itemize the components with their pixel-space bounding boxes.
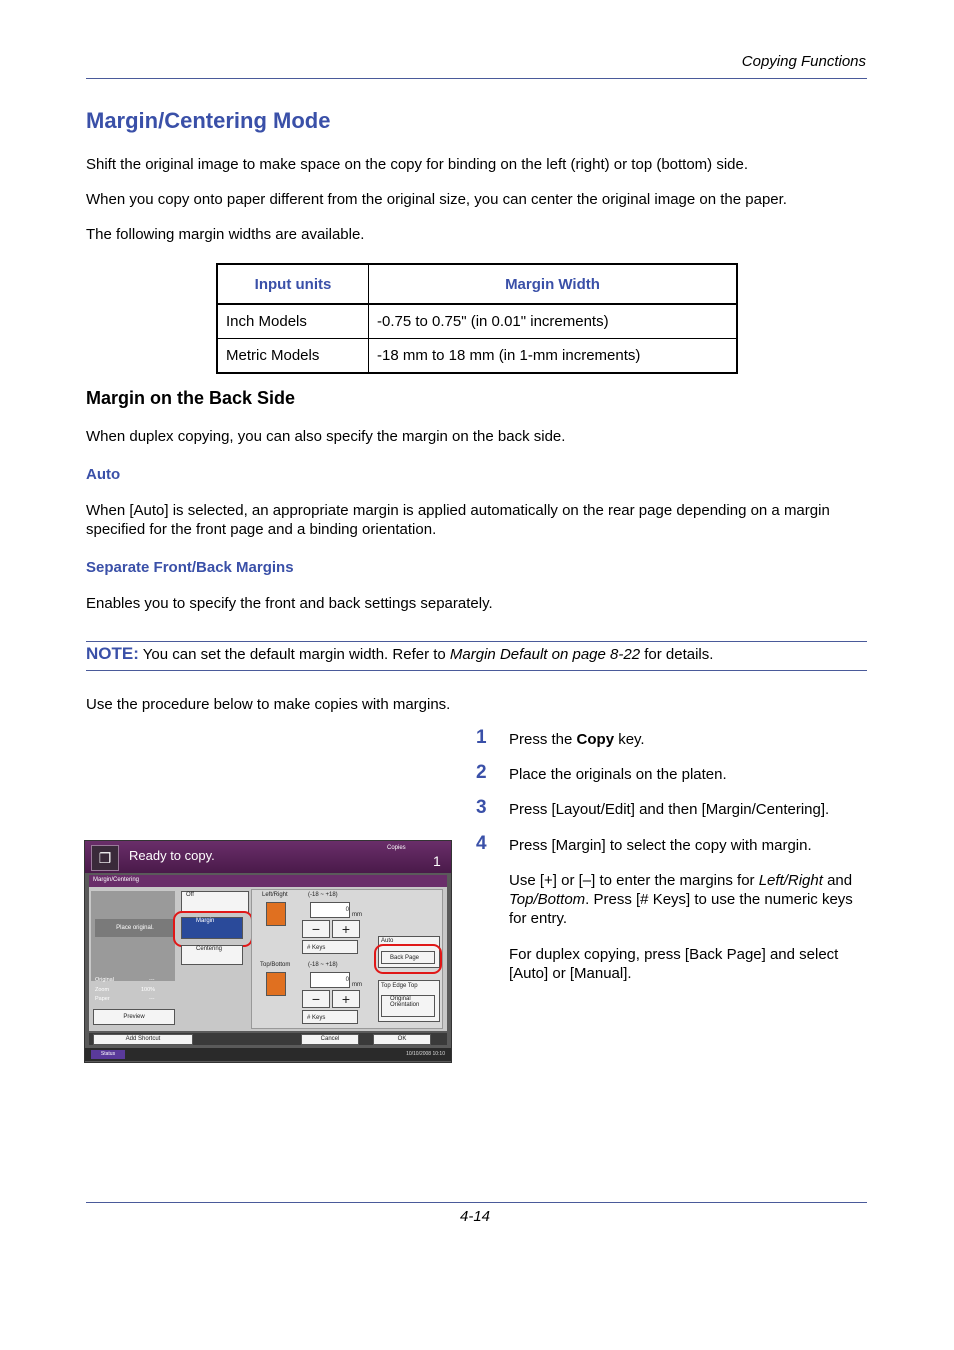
status-button[interactable]: Status — [91, 1050, 125, 1059]
orientation-value: Top Edge Top — [381, 983, 418, 989]
screen-body — [89, 887, 447, 1031]
step-text: Press the Copy key. — [509, 731, 645, 748]
step-number: 3 — [476, 797, 487, 818]
note-text-after: for details. — [640, 646, 714, 663]
step4-paragraph-1: Use [+] or [–] to enter the margins for Left/Right and Top/Bottom. Press [# Keys] to use the numeric keys for entry. — [509, 872, 853, 927]
page-title: Margin/Centering Mode — [86, 108, 331, 133]
page-number: 4-14 — [460, 1208, 491, 1225]
left-right-plus-button[interactable]: + — [332, 920, 360, 938]
copy-key-label: Copy — [576, 731, 615, 748]
left-right-range: (-18 ~ +18) — [308, 892, 338, 898]
section-header: Copying Functions — [741, 53, 866, 70]
off-button[interactable]: Off — [181, 891, 249, 913]
preview-button[interactable]: Preview — [93, 1009, 175, 1025]
screen-subtitle: Margin/Centering — [93, 877, 140, 883]
step-text: Press [Margin] to select the copy with margin. — [509, 837, 812, 854]
copies-label: Copies — [387, 845, 406, 851]
table-header-input-units: Input units — [217, 264, 369, 304]
top-bottom-margin-icon — [266, 972, 286, 996]
auto-text: When [Auto] is selected, an appropriate margin is applied automatically on the rear page depending on a margin specified for the front page and a binding orientation. — [86, 502, 830, 538]
procedure-intro: Use the procedure below to make copies with margins. — [86, 696, 451, 713]
note-label: NOTE: — [86, 644, 139, 663]
copies-count: 1 — [433, 853, 441, 869]
step4-paragraph-2: For duplex copying, press [Back Page] and select [Auto] or [Manual]. — [509, 946, 839, 982]
top-bottom-unit: mm — [352, 982, 362, 988]
margin-highlight-ring — [173, 911, 253, 947]
top-bottom-range: (-18 ~ +18) — [308, 962, 338, 968]
add-shortcut-button[interactable]: Add Shortcut — [93, 1034, 193, 1045]
note-top-rule — [86, 641, 867, 642]
step-text: Place the originals on the platen. — [509, 766, 727, 783]
table-row — [217, 304, 737, 339]
step-text: Press [Layout/Edit] and then [Margin/Centering]. — [509, 801, 830, 818]
top-bottom-plus-button[interactable]: + — [332, 990, 360, 1008]
screen-footer — [85, 1048, 451, 1061]
original-label: Original — [95, 977, 114, 983]
screen-subtitle-bar — [89, 875, 447, 887]
separate-heading: Separate Front/Back Margins — [86, 559, 294, 576]
header-rule — [86, 78, 867, 79]
paper-label: Paper — [95, 996, 110, 1002]
footer-rule — [86, 1202, 867, 1203]
left-right-label: Left/Right — [262, 892, 288, 898]
top-bottom-value[interactable]: 0 — [310, 972, 350, 988]
left-right-unit: mm — [352, 912, 362, 918]
separate-text: Enables you to specify the front and back settings separately. — [86, 595, 493, 612]
table-row — [217, 339, 737, 374]
note — [86, 644, 713, 664]
copy-icon: ❐ — [91, 845, 119, 871]
back-side-heading: Margin on the Back Side — [86, 388, 296, 408]
top-bottom-keys-button[interactable]: # Keys — [302, 1010, 358, 1024]
ready-message: Ready to copy. — [129, 848, 215, 863]
screen-bottom-bar — [89, 1033, 447, 1045]
screen-status-bar — [85, 841, 451, 873]
left-right-keys-button[interactable]: # Keys — [302, 940, 358, 954]
top-bottom-label: Top/Bottom — [260, 962, 291, 968]
preview-area — [91, 891, 175, 981]
note-reference: Margin Default on page 8-22 — [449, 646, 641, 663]
step-number: 2 — [476, 762, 487, 783]
note-text-before: You can set the default margin width. Refer to — [138, 646, 450, 663]
back-page-setting-value: Auto — [381, 938, 394, 944]
screen-datetime: 10/10/2008 10:10 — [406, 1051, 445, 1057]
intro-paragraph-3: The following margin widths are available. — [86, 226, 365, 243]
left-right-minus-button[interactable]: − — [302, 920, 330, 938]
paper-value: --- — [149, 996, 155, 1002]
orientation-group — [378, 980, 440, 1022]
place-original-message: Place original. — [95, 919, 175, 937]
note-bottom-rule — [86, 670, 867, 671]
step-number: 4 — [476, 833, 487, 854]
original-orientation-button[interactable]: Original Orientation — [381, 995, 435, 1017]
auto-heading: Auto — [86, 466, 121, 483]
step-number: 1 — [476, 727, 487, 748]
top-bottom-minus-button[interactable]: − — [302, 990, 330, 1008]
device-screen — [84, 840, 452, 1063]
table-cell: -0.75 to 0.75" (in 0.01" increments) — [369, 304, 738, 339]
left-right-margin-icon — [266, 902, 286, 926]
cancel-button[interactable]: Cancel — [301, 1034, 359, 1045]
back-page-highlight-ring — [374, 944, 442, 974]
table-cell: -18 mm to 18 mm (in 1-mm increments) — [369, 339, 738, 374]
margin-width-table — [216, 263, 738, 374]
original-value: --- — [149, 977, 155, 983]
margin-button[interactable]: Margin — [181, 917, 243, 939]
table-cell: Metric Models — [217, 339, 369, 374]
table-header-margin-width: Margin Width — [369, 264, 738, 304]
intro-paragraph-1: Shift the original image to make space on the copy for binding on the left (right) or top (bottom) side. — [86, 156, 749, 173]
ok-button[interactable]: OK — [373, 1034, 431, 1045]
left-right-value[interactable]: 0 — [310, 902, 350, 918]
back-side-text: When duplex copying, you can also specify the margin on the back side. — [86, 428, 566, 445]
back-page-button[interactable]: Back Page — [381, 951, 435, 964]
intro-paragraph-2: When you copy onto paper different from the original size, you can center the original image on the paper. — [86, 191, 787, 208]
table-cell: Inch Models — [217, 304, 369, 339]
centering-button[interactable]: Centering — [181, 945, 243, 965]
zoom-value: 100% — [141, 987, 156, 993]
margin-settings-panel — [251, 889, 443, 1029]
zoom-label: Zoom — [95, 987, 110, 993]
